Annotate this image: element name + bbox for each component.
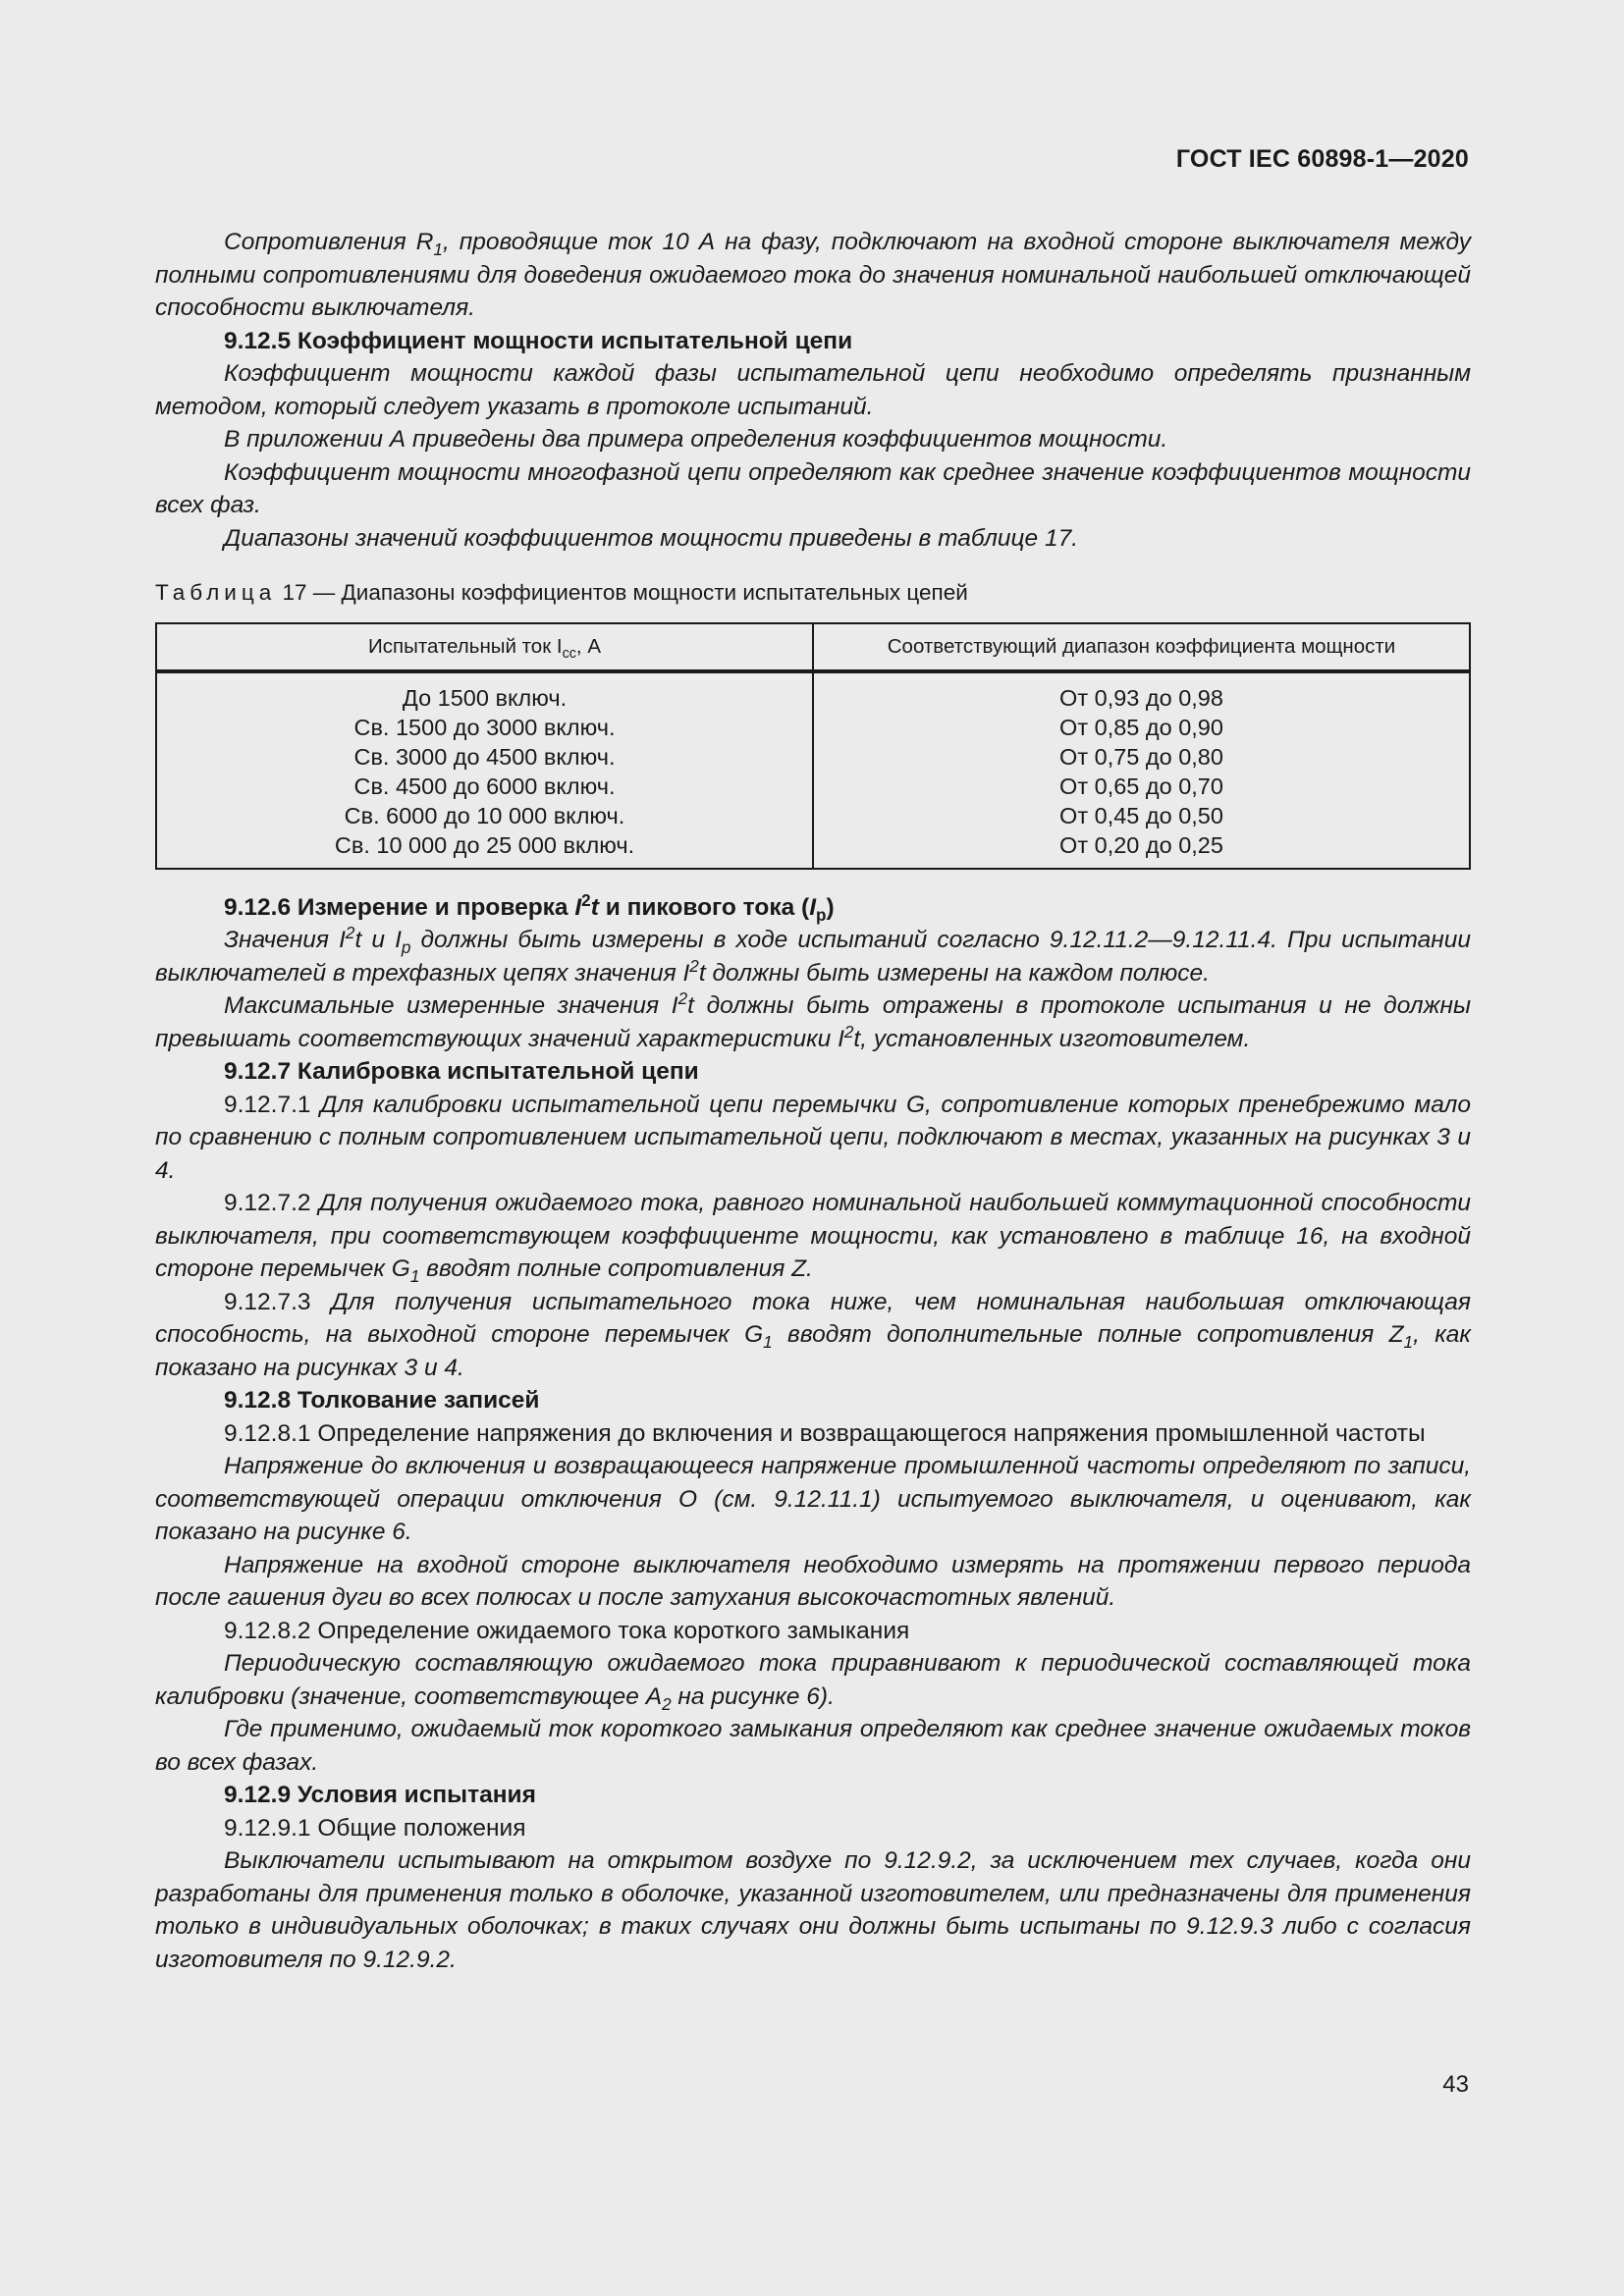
table-caption: Таблица 17 — Диапазоны коэффициентов мощности испытательных цепей: [155, 580, 968, 605]
table-column-test-current: [156, 671, 813, 869]
paragraph: Выключатели испытывают на открытом воздухе по 9.12.9.2, за исключением тех случаев, когда они разработаны для применения только в оболочке, указанной изготовителем, или предназначены для применения только в индивидуальных оболочках; в таких случаях они должны быть испытаны по 9.12.9.3 либо с согласия изготовителя по 9.12.9.2.: [155, 1847, 1471, 1973]
paragraph: Напряжение на входной стороне выключателя необходимо измерять на протяжении первого периода после гашения дуги во всех полюсах и после затухания высокочастотных явлений.: [155, 1551, 1471, 1611]
paragraph-9-12-8-2: 9.12.8.2 Определение ожидаемого тока короткого замыкания: [224, 1617, 910, 1644]
section-heading-9-12-8: 9.12.8 Толкование записей: [224, 1387, 540, 1414]
paragraph: Коэффициент мощности каждой фазы испытательной цепи необходимо определять признанным методом, который следует указать в протоколе испытаний.: [155, 360, 1471, 420]
paragraph: В приложении А приведены два примера определения коэффициентов мощности.: [224, 426, 1168, 453]
document-standard-header: ГОСТ IEC 60898-1—2020: [1175, 145, 1469, 173]
table-cell: От 0,75 до 0,80: [1059, 743, 1223, 770]
section-heading-9-12-6: 9.12.6 Измерение и проверка $I^2t$ и пикового тока $(I_p)$: [224, 889, 835, 925]
table-cell: Св. 3000 до 4500 включ.: [353, 743, 616, 770]
section-heading-9-12-5: 9.12.5 Коэффициент мощности испытательной цепи: [224, 327, 853, 354]
table-cell: Св. 1500 до 3000 включ.: [353, 714, 616, 740]
section-heading-9-12-9: 9.12.9 Условия испытания: [224, 1782, 536, 1808]
paragraph: Периодическую составляющую ожидаемого тока приравнивают к периодической составляющей тока калибровки (значение, соответствующее $A_2$ на рисунке 6).: [155, 1650, 1471, 1714]
paragraph: Коэффициент мощности многофазной цепи определяют как среднее значение коэффициентов мощности всех фаз.: [155, 458, 1471, 518]
paragraph: Значения $I^2t$ и $I_p$ должны быть измерены в ходе испытаний согласно 9.12.11.2—9.12.11.4. При испытании выключателей в трехфазных цепях значения $I^2t$ должны быть измерены на каждом полюсе.: [155, 922, 1471, 987]
page-number: 43: [1442, 2071, 1469, 2098]
page-content: [155, 226, 1471, 1976]
paragraph: Напряжение до включения и возвращающееся напряжение промышленной частоты определяют по записи, соответствующей операции отключения О (см. 9.12.11.1) испытуемого выключателя, и оценивают, как показано на рисунке 6.: [155, 1453, 1471, 1545]
paragraph-9-12-9-1: 9.12.9.1 Общие положения: [224, 1814, 526, 1842]
table-header-test-current: Испытательный ток $I_{cc}$, А: [156, 623, 813, 671]
table-cell: От 0,65 до 0,70: [1059, 773, 1223, 799]
paragraph-9-12-7-2: 9.12.7.2 Для получения ожидаемого тока, равного номинальной наибольшей коммутационной способности выключателя, при соответствующем коэффициенте мощности, как установлено в таблице 16, на входной стороне перемычек $G_1$ вводят полные сопротивления Z.: [155, 1190, 1471, 1286]
paragraph-9-12-8-1: 9.12.8.1 Определение напряжения до включения и возвращающегося напряжения промышленной частоты: [224, 1419, 1426, 1447]
table-cell: От 0,93 до 0,98: [1059, 684, 1223, 711]
paragraph-resistances: Сопротивления $R_1$, проводящие ток 10 А на фазу, подключают на входной стороне выключателя между полными сопротивлениями для доведения ожидаемого тока до значения номинальной наибольшей отключающей способности выключателя.: [155, 229, 1471, 321]
paragraph: Диапазоны значений коэффициентов мощности приведены в таблице 17.: [224, 524, 1079, 552]
power-factor-table: [155, 622, 1471, 870]
paragraph-9-12-7-1: 9.12.7.1 Для калибровки испытательной цепи перемычки G, сопротивление которых пренебрежимо мало по сравнению с полным сопротивлением испытательной цепи, подключают в местах, указанных на рисунках 3 и 4.: [155, 1091, 1471, 1184]
table-header-power-factor-range: Соответствующий диапазон коэффициента мощности: [813, 623, 1470, 671]
table-column-power-factor: [813, 671, 1470, 869]
paragraph: Где применимо, ожидаемый ток короткого замыкания определяют как среднее значение ожидаемых токов во всех фазах.: [155, 1716, 1471, 1776]
section-heading-9-12-7: 9.12.7 Калибровка испытательной цепи: [224, 1058, 699, 1085]
table-cell: От 0,85 до 0,90: [1059, 714, 1223, 740]
paragraph: Максимальные измеренные значения $I^2t$ должны быть отражены в протоколе испытания и не должны превышать соответствующих значений характеристики $I^2t$, установленных изготовителем.: [155, 988, 1471, 1052]
paragraph-9-12-7-3: 9.12.7.3 Для получения испытательного тока ниже, чем номинальная наибольшая отключающая способность, на выходной стороне перемычек $G_1$ вводят дополнительные полные сопротивления $Z_1$, как показано на рисунках 3 и 4.: [155, 1288, 1471, 1381]
table-cell: Св. 4500 до 6000 включ.: [353, 773, 616, 799]
table-cell: От 0,45 до 0,50: [1059, 802, 1223, 828]
table-cell: Св. 6000 до 10 000 включ.: [344, 802, 625, 828]
table-cell: Св. 10 000 до 25 000 включ.: [334, 831, 635, 858]
table-cell: До 1500 включ.: [402, 684, 568, 711]
table-cell: От 0,20 до 0,25: [1059, 831, 1223, 858]
